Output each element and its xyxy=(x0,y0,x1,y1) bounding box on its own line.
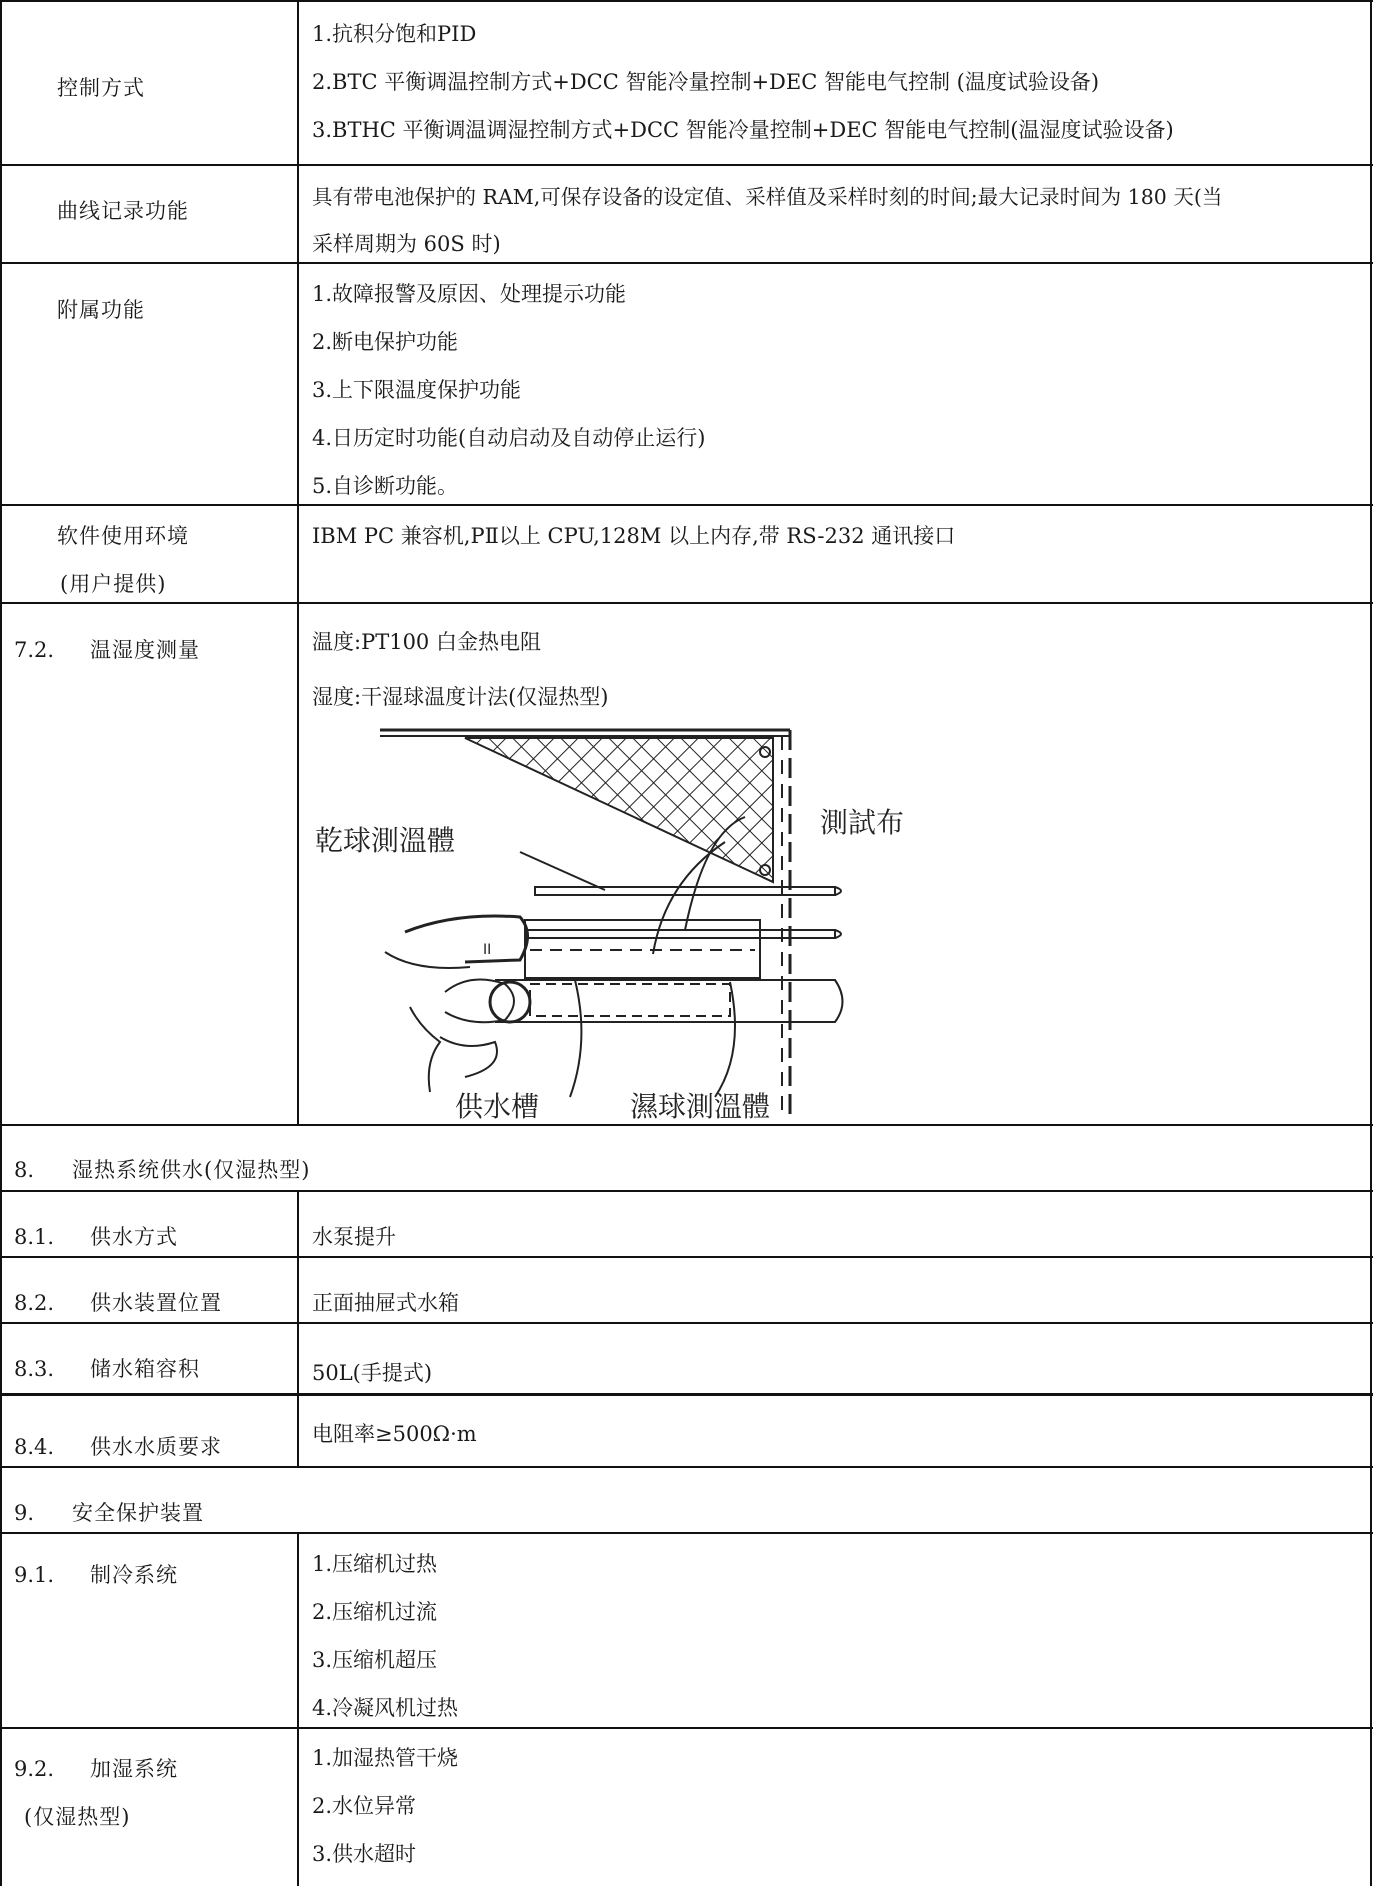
test-cloth-label: 測試布 xyxy=(820,806,905,839)
column-divider xyxy=(297,1190,299,1468)
software-env-label: 软件使用环境 xyxy=(57,524,189,548)
row-divider xyxy=(0,1190,1373,1192)
section-number: 9. xyxy=(14,1501,35,1525)
refrigeration-item: 1.压缩机过热 xyxy=(312,1552,438,1576)
aux-function-item: 4.日历定时功能(自动启动及自动停止运行) xyxy=(312,426,706,450)
humidification-item: 3.供水超时 xyxy=(312,1842,417,1866)
row-number: 9.2. xyxy=(14,1757,55,1781)
row-divider xyxy=(0,164,1373,166)
row-divider xyxy=(0,1532,1373,1534)
aux-function-item: 3.上下限温度保护功能 xyxy=(312,378,522,402)
curve-record-text: 具有带电池保护的 RAM,可保存设备的设定值、采样值及采样时刻的时间;最大记录时间为 180 天(当 xyxy=(312,185,1223,209)
row-divider xyxy=(0,602,1373,604)
row-divider xyxy=(0,0,1373,2)
control-mode-item: 3.BTHC 平衡调温调湿控制方式+DCC 智能冷量控制+DEC 智能电气控制(温湿度试验设备) xyxy=(312,118,1174,142)
row-label: 供水装置位置 xyxy=(90,1291,222,1315)
measurement-line: 湿度:干湿球温度计法(仅湿热型) xyxy=(312,685,609,709)
refrigeration-item: 3.压缩机超压 xyxy=(312,1648,438,1672)
column-divider xyxy=(1370,0,1372,1886)
column-divider xyxy=(297,1532,299,1886)
row-divider xyxy=(0,1256,1373,1258)
section-number: 7.2. xyxy=(14,638,55,662)
row-label: 供水水质要求 xyxy=(90,1435,222,1459)
row-divider xyxy=(0,1466,1373,1468)
row-divider xyxy=(0,504,1373,506)
software-env-value: IBM PC 兼容机,PⅡ以上 CPU,128M 以上内存,带 RS-232 通讯接口 xyxy=(312,524,956,548)
section8-title: 湿热系统供水(仅湿热型) xyxy=(72,1158,311,1182)
row-label: 储水箱容积 xyxy=(90,1357,200,1381)
wet-bulb-label: 濕球測溫體 xyxy=(630,1090,771,1123)
row-number: 8.3. xyxy=(14,1357,55,1381)
dry-bulb-label: 乾球測溫體 xyxy=(315,824,456,857)
aux-function-item: 5.自诊断功能。 xyxy=(312,474,459,498)
aux-function-item: 1.故障报警及原因、处理提示功能 xyxy=(312,282,627,306)
row-divider xyxy=(0,1124,1373,1126)
row-value: 50L(手提式) xyxy=(312,1361,433,1385)
row-divider xyxy=(0,262,1373,264)
refrigeration-item: 4.冷凝风机过热 xyxy=(312,1696,459,1720)
row-label: 供水方式 xyxy=(90,1225,178,1249)
humidification-item: 2.水位异常 xyxy=(312,1794,417,1818)
section9-title: 安全保护装置 xyxy=(72,1501,204,1525)
row-divider xyxy=(0,1393,1373,1396)
humidification-item: 1.加湿热管干烧 xyxy=(312,1746,459,1770)
row-number: 8.1. xyxy=(14,1225,55,1249)
aux-function-item: 2.断电保护功能 xyxy=(312,330,459,354)
refrigeration-label: 制冷系统 xyxy=(90,1563,178,1587)
row-value: 电阻率≥500Ω·m xyxy=(312,1422,477,1446)
row-number: 8.2. xyxy=(14,1291,55,1315)
curve-record-label: 曲线记录功能 xyxy=(57,199,189,223)
row-value: 正面抽屉式水箱 xyxy=(312,1291,459,1315)
row-number: 8.4. xyxy=(14,1435,55,1459)
aux-functions-label: 附属功能 xyxy=(57,298,145,322)
section-number: 8. xyxy=(14,1158,35,1182)
svg-text:II: II xyxy=(483,942,492,958)
control-mode-item: 1.抗积分饱和PID xyxy=(312,22,477,46)
row-number: 9.1. xyxy=(14,1563,55,1587)
column-divider xyxy=(297,0,299,1126)
row-divider xyxy=(0,1727,1373,1729)
control-mode-item: 2.BTC 平衡调温控制方式+DCC 智能冷量控制+DEC 智能电气控制 (温度试验设备) xyxy=(312,70,1100,94)
software-env-sublabel: (用户提供) xyxy=(60,572,167,596)
row-divider xyxy=(0,1322,1373,1324)
water-tank-label: 供水槽 xyxy=(455,1090,540,1123)
humidification-sublabel: (仅湿热型) xyxy=(24,1805,131,1829)
column-divider xyxy=(0,0,2,1886)
measurement-line: 温度:PT100 白金热电阻 xyxy=(312,630,541,654)
refrigeration-item: 2.压缩机过流 xyxy=(312,1600,438,1624)
row-value: 水泵提升 xyxy=(312,1225,396,1249)
curve-record-text: 采样周期为 60S 时) xyxy=(312,232,501,256)
psychrometer-diagram xyxy=(305,722,935,1124)
humidification-label: 加湿系统 xyxy=(90,1757,178,1781)
measurement-label: 温湿度测量 xyxy=(90,638,200,662)
control-mode-label: 控制方式 xyxy=(57,76,145,100)
